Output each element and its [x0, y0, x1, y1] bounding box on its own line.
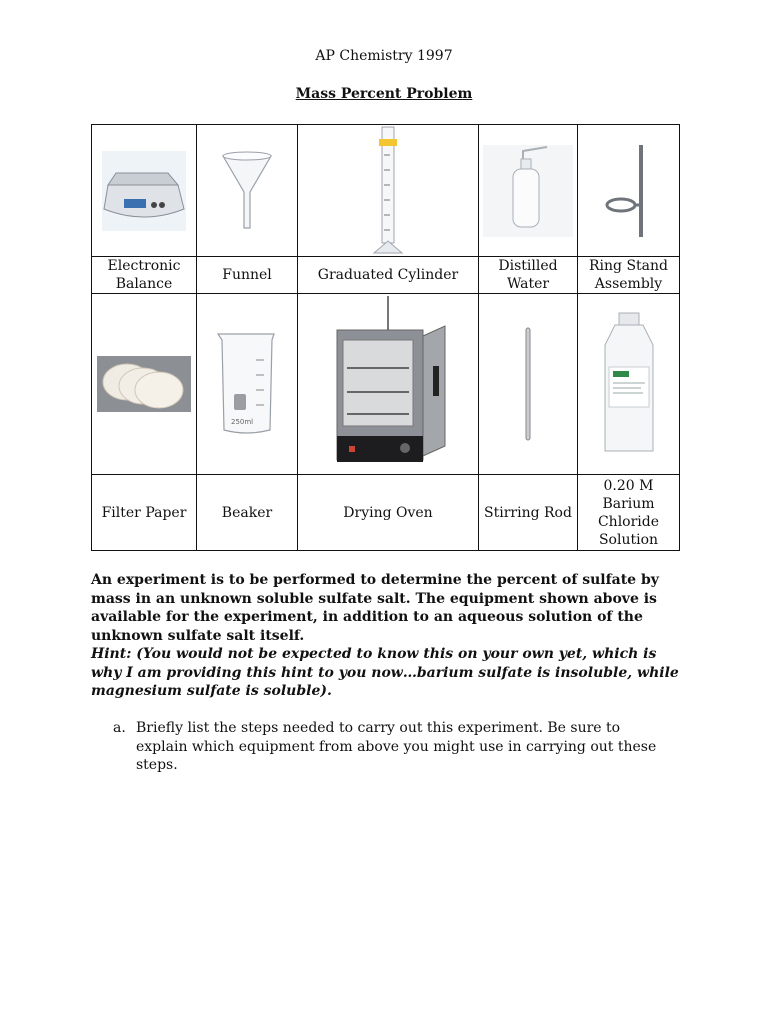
document-title: AP Chemistry 1997 — [315, 48, 453, 64]
equipment-label: Electronic Balance — [107, 258, 181, 292]
question-a — [113, 719, 673, 775]
solution-bottle-image — [591, 311, 667, 457]
equipment-label: Graduated Cylinder — [317, 267, 459, 283]
hint-paragraph: Hint: (You would not be expected to know this on your own yet, which is why I am providing this hint to you now…barium sulfate is insoluble, while magnesium sulfate is soluble). — [91, 646, 679, 699]
equipment-cell — [479, 125, 578, 257]
question-marker: a. — [113, 720, 126, 736]
electronic-balance-image — [98, 151, 190, 231]
equipment-image-row-2 — [92, 294, 680, 475]
equipment-cell — [197, 125, 298, 257]
filter-paper-image — [97, 354, 191, 414]
beaker-image — [212, 330, 282, 438]
intro-paragraph: An experiment is to be performed to determine the percent of sulfate by mass in an unknown soluble sulfate salt. The equipment shown above is available for the experiment, in addition to an aqueous solution of the unknown sulfate salt itself. — [91, 572, 659, 644]
equipment-image-row-1 — [92, 125, 680, 257]
question-text: Briefly list the steps needed to carry out this experiment. Be sure to explain which equipment from above you might use in carrying out these steps. — [136, 720, 657, 773]
funnel-image — [217, 148, 277, 234]
equipment-cell — [197, 294, 298, 475]
beaker-volume-label: 250ml — [231, 418, 254, 426]
equipment-label: Filter Paper — [101, 504, 187, 521]
equipment-label: Funnel — [222, 267, 272, 283]
equipment-cell — [298, 125, 479, 257]
equipment-cell — [578, 294, 680, 475]
equipment-cell — [92, 294, 197, 475]
equipment-label: Stirring Rod — [484, 504, 572, 521]
equipment-cell — [578, 125, 680, 257]
wash-bottle-image — [483, 145, 573, 237]
equipment-cell — [298, 294, 479, 475]
document-subtitle: Mass Percent Problem — [295, 86, 473, 102]
equipment-label: Beaker — [221, 504, 273, 521]
drying-oven-image — [313, 296, 463, 472]
ring-stand-image — [599, 143, 659, 239]
graduated-cylinder-image — [350, 125, 426, 256]
equipment-table — [91, 124, 680, 551]
equipment-label: Ring Stand Assembly — [589, 258, 668, 292]
equipment-label: Drying Oven — [343, 504, 433, 521]
equipment-cell — [479, 294, 578, 475]
equipment-label: 0.20 M Barium Chloride Solution — [597, 477, 660, 548]
equipment-label-row-2 — [92, 475, 680, 551]
equipment-label: Distilled Water — [498, 258, 558, 292]
equipment-cell — [92, 125, 197, 257]
equipment-label-row-1 — [92, 257, 680, 294]
stirring-rod-image — [518, 326, 538, 442]
